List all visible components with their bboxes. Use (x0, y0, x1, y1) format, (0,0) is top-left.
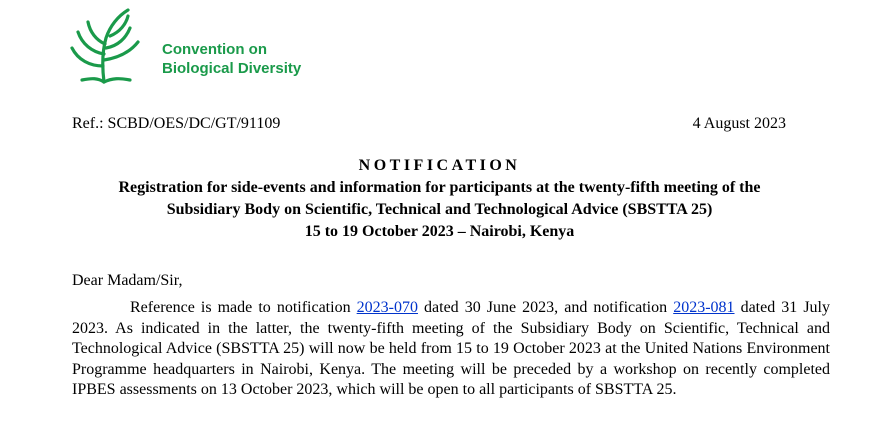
paragraph-text-c: dated 31 July 2023. As indicated in the latter, the twenty-fifth meeting of the Subsidiary Body on Scientific, Technical and Technological Advice (SBSTTA 25) will now be held from 15 to 19 October 2023 at the United Nations Environment Programme headquarters in Nairobi, Kenya. The meeting will be preceded by a workshop on recently completed IPBES assessments on 13 October 2023, which will be open to all participants of SBSTTA 25. (72, 299, 830, 398)
cbd-plant-logo-icon (68, 8, 158, 84)
title-line-3: 15 to 19 October 2023 – Nairobi, Kenya (304, 223, 575, 240)
notification-label: NOTIFICATION (358, 157, 521, 174)
reference-number: Ref.: SCBD/OES/DC/GT/91109 (72, 115, 281, 132)
org-name-line1: Convention on (162, 41, 267, 58)
paragraph-text-a: Reference is made to notification (130, 299, 357, 316)
notification-link-2023-070[interactable]: 2023-070 (356, 299, 418, 316)
notification-heading (0, 155, 879, 243)
title-line-1: Registration for side-events and information for participants at the twenty-fifth meeting of the (118, 179, 761, 196)
document-date: 4 August 2023 (692, 115, 786, 132)
title-line-2: Subsidiary Body on Scientific, Technical and Technological Advice (SBSTTA 25) (166, 201, 713, 218)
notification-link-2023-081[interactable]: 2023-081 (673, 299, 735, 316)
paragraph-text-b: dated 30 June 2023, and notification (417, 299, 674, 316)
salutation: Dear Madam/Sir, (72, 272, 183, 289)
org-name (162, 40, 301, 78)
org-name-line2: Biological Diversity (162, 60, 302, 77)
body-paragraph (72, 298, 830, 401)
